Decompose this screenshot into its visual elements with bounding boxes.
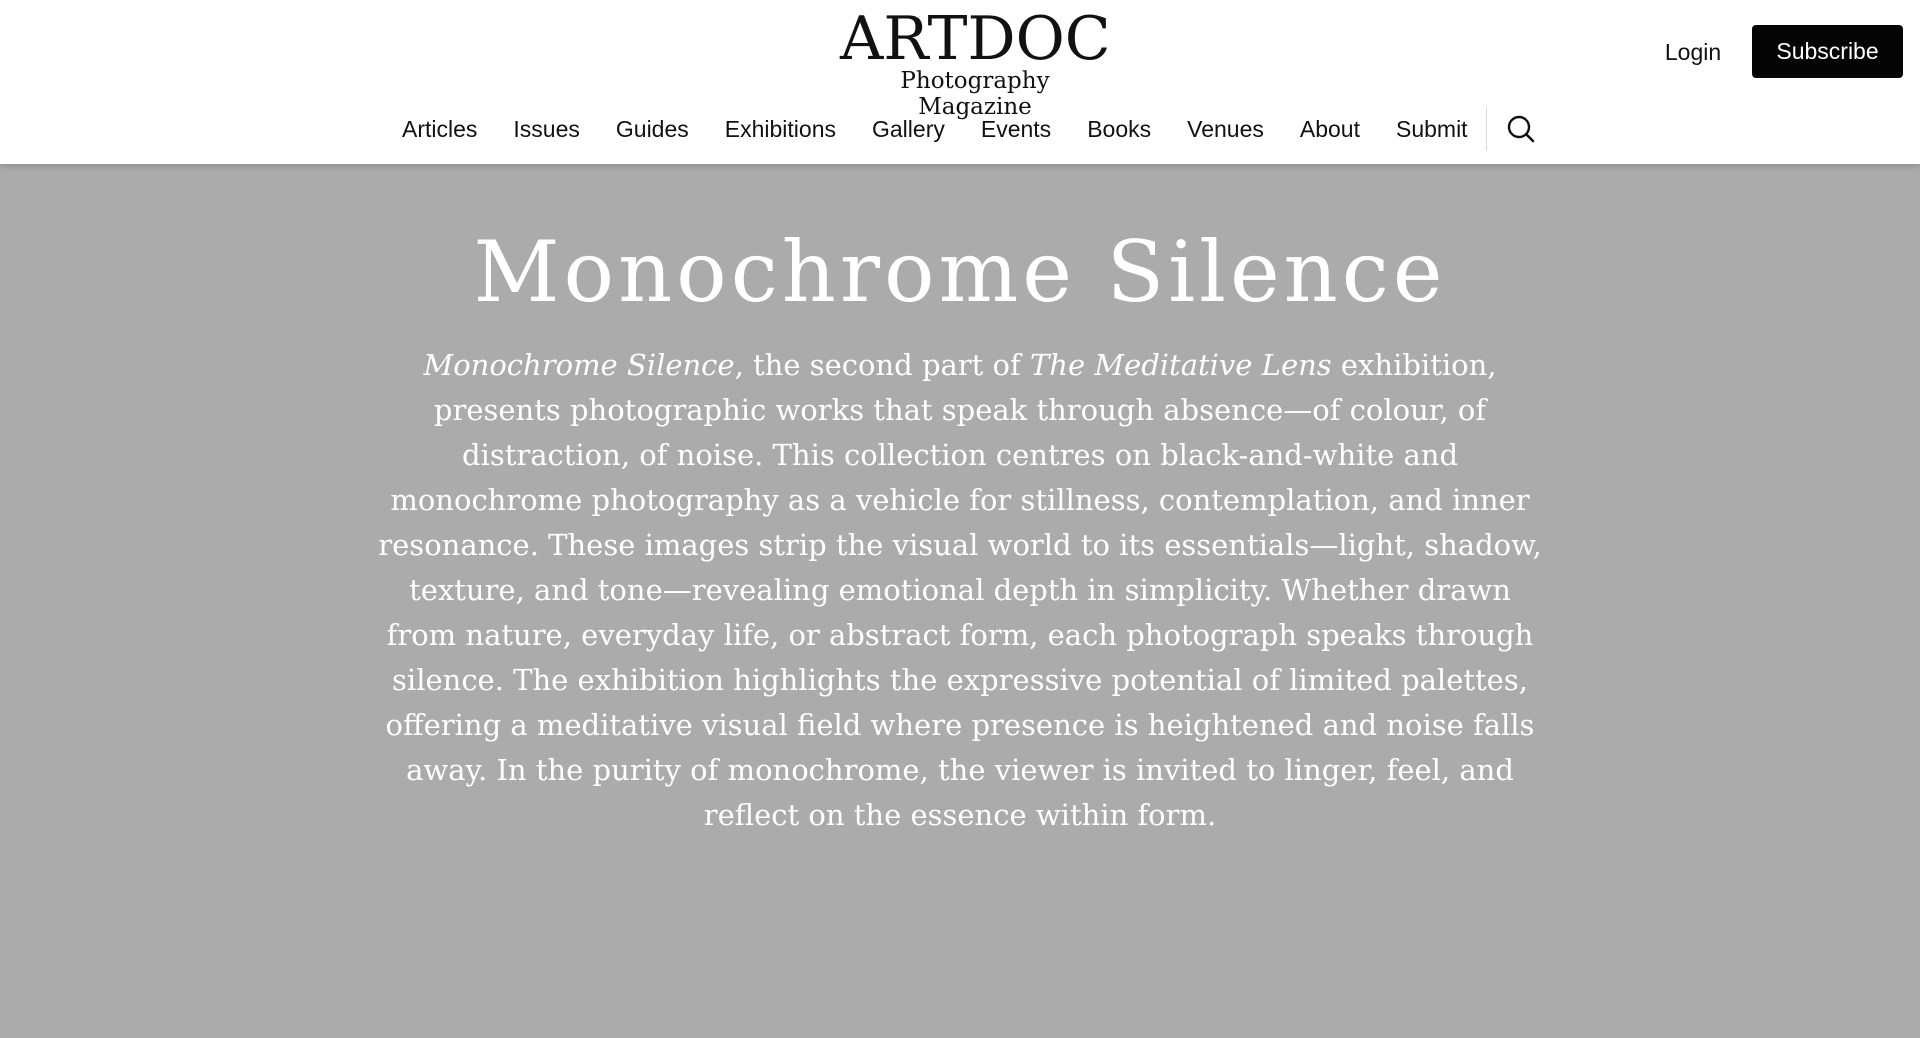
- site-header: [0, 0, 1920, 164]
- nav-item-books[interactable]: Books: [1087, 116, 1152, 142]
- login-link[interactable]: Login: [1664, 39, 1722, 65]
- exhibition-hero: [0, 164, 1920, 1038]
- description-text: exhibition, presents photographic works that speak through absence—of colour, of distraction, of noise. This collection centres on black-and-white and monochrome photography as a vehicle for stillness, contemplation, and inner resonance. These images strip the visual world to its essentials—light, shadow, texture, and tone—revealing emotional depth in simplicity. Whether drawn from nature, everyday life, or abstract form, each photograph speaks through silence. The exhibition highlights the expressive potential of limited palettes, offering a meditative visual field where presence is heightened and noise falls away. In the purity of monochrome, the viewer is invited to linger, feel, and reflect on the essence within form.: [378, 348, 1542, 832]
- subscribe-button[interactable]: Subscribe: [1752, 25, 1903, 78]
- logo-subtitle: Photography Magazine: [900, 68, 1050, 120]
- nav-item-events[interactable]: Events: [980, 116, 1052, 142]
- nav-divider: [1486, 107, 1487, 151]
- page-title: Monochrome Silence: [473, 223, 1447, 321]
- nav-item-gallery[interactable]: Gallery: [872, 116, 945, 142]
- exhibition-description: [370, 343, 1550, 838]
- nav-item-about[interactable]: About: [1299, 116, 1360, 142]
- description-text: , the second part of: [734, 348, 1030, 382]
- nav-item-venues[interactable]: Venues: [1187, 116, 1264, 142]
- nav-item-issues[interactable]: Issues: [513, 116, 580, 142]
- logo-title: ARTDOC: [840, 4, 1111, 74]
- parent-exhibition-name: The Meditative Lens: [1029, 348, 1332, 382]
- search-icon: [1506, 114, 1536, 144]
- nav-item-exhibitions[interactable]: Exhibitions: [724, 116, 836, 142]
- nav-item-guides[interactable]: Guides: [615, 116, 689, 142]
- nav-item-submit[interactable]: Submit: [1395, 116, 1468, 142]
- main-nav: [384, 106, 1541, 152]
- search-button[interactable]: [1501, 109, 1541, 149]
- site-logo[interactable]: [840, 6, 1110, 120]
- nav-item-articles[interactable]: Articles: [402, 116, 478, 142]
- exhibition-name: Monochrome Silence: [423, 348, 735, 382]
